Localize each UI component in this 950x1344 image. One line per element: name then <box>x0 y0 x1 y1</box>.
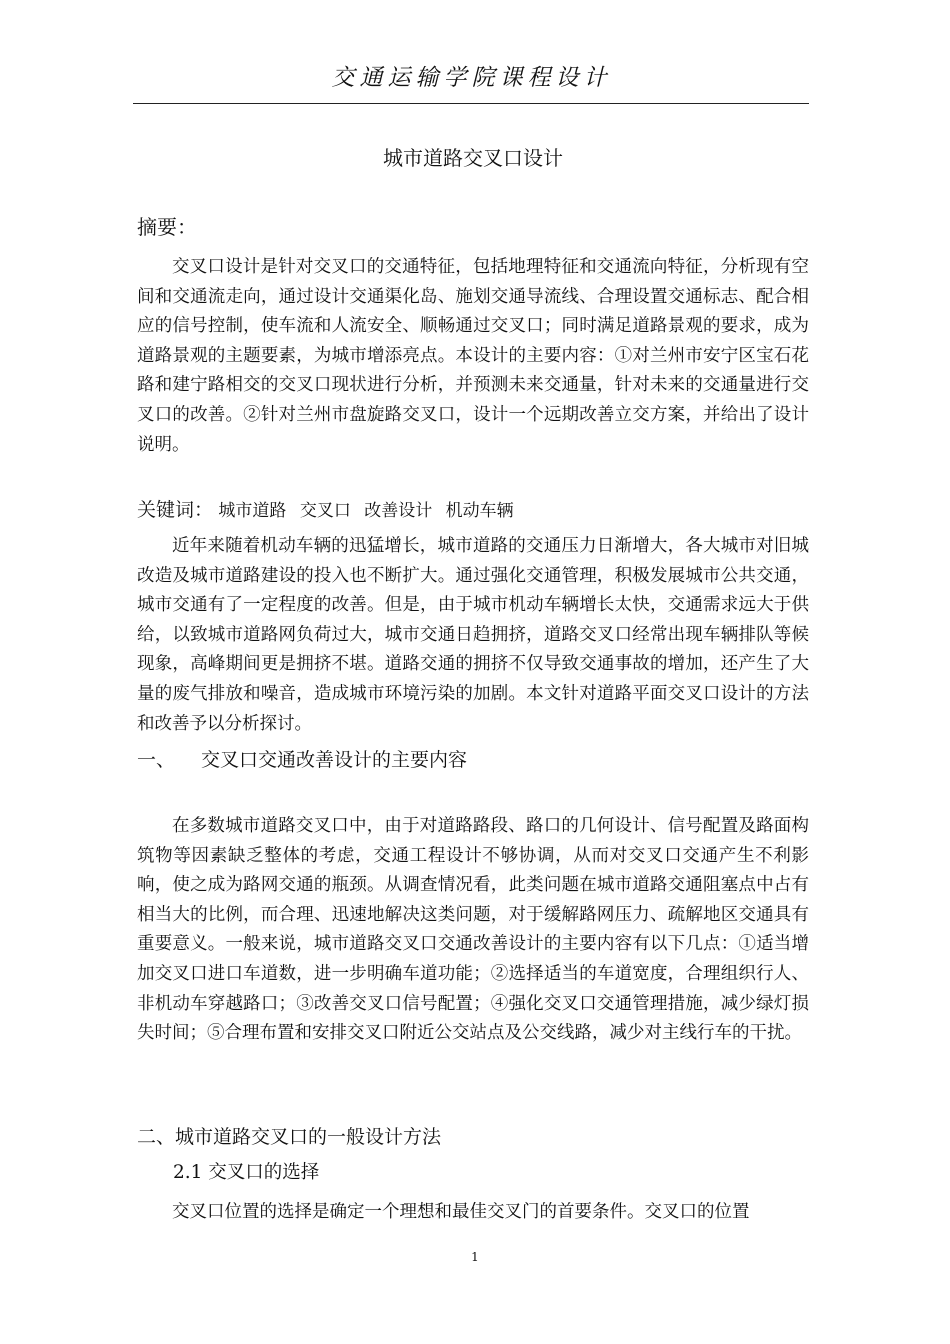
keywords-line <box>137 495 809 526</box>
abstract-paragraph: 交叉口设计是针对交叉口的交通特征，包括地理特征和交通流向特征，分析现有空间和交通流走向，通过设计交通渠化岛、施划交通导流线、合理设置交通标志、配合相应的信号控制，使车流和人流安全、顺畅通过交叉口；同时满足道路景观的要求，成为道路景观的主题要素，为城市增添亮点。本设计的主要内容：①对兰州市安宁区宝石花路和建宁路相交的交叉口现状进行分析，并预测未来交通量，针对未来的交通量进行交叉口的改善。②针对兰州市盘旋路交叉口，设计一个远期改善立交方案，并给出了设计说明。 <box>137 257 809 455</box>
intro-paragraph: 近年来随着机动车辆的迅猛增长，城市道路的交通压力日渐增大，各大城市对旧城改造及城市道路建设的投入也不断扩大。通过强化交通管理，积极发展城市公共交通，城市交通有了一定程度的改善。但是，由于城市机动车辆增长太快，交通需求远大于供给，以致城市道路网负荷过大，城市交通日趋拥挤，道路交叉口经常出现车辆排队等候现象，高峰期间更是拥挤不堪。道路交通的拥挤不仅导致交通事故的增加，还产生了大量的废气排放和噪音，造成城市环境污染的加剧。本文针对道路平面交叉口设计的方法和改善予以分析探讨。 <box>137 536 809 734</box>
keyword: 改善设计 <box>364 501 433 521</box>
section-1-number: 一、 <box>137 749 176 771</box>
document-title: 城市道路交叉口设计 <box>383 146 563 170</box>
section-2-paragraph: 交叉口位置的选择是确定一个理想和最佳交叉门的首要条件。交叉口的位置 <box>172 1202 750 1222</box>
section-1-paragraph: 在多数城市道路交叉口中，由于对道路路段、路口的几何设计、信号配置及路面构筑物等因素缺乏整体的考虑，交通工程设计不够协调，从而对交叉口交通产生不利影响，使之成为路网交通的瓶颈。从调查情况看，此类问题在城市道路交通阻塞点中占有相当大的比例，而合理、迅速地解决这类问题，对于缓解路网压力、疏解地区交通具有重要意义。一般来说，城市道路交叉口交通改善设计的主要内容有以下几点：①适当增加交叉口进口车道数，进一步明确车道功能；②选择适当的车道宽度，合理组织行人、非机动车穿越路口；③改善交叉口信号配置；④强化交叉口交通管理措施，减少绿灯损失时间；⑤合理布置和安排交叉口附近公交站点及公交线路，减少对主线行车的干扰。 <box>137 816 809 1044</box>
section-1-title: 交叉口交通改善设计的主要内容 <box>201 749 468 771</box>
section-1-heading <box>137 745 467 775</box>
abstract-heading: 摘要： <box>137 215 197 239</box>
keyword: 城市道路 <box>218 501 287 521</box>
subsection-2-1-heading: 2.1 交叉口的选择 <box>173 1162 320 1183</box>
page-number: 1 <box>471 1250 479 1264</box>
running-header: 交通运输学院课程设计 <box>331 65 612 91</box>
header-divider <box>133 103 809 104</box>
keywords-label: 关键词： <box>137 499 214 521</box>
keyword: 机动车辆 <box>445 501 514 521</box>
section-2-heading: 二、城市道路交叉口的一般设计方法 <box>137 1126 442 1148</box>
keyword: 交叉口 <box>299 501 351 521</box>
